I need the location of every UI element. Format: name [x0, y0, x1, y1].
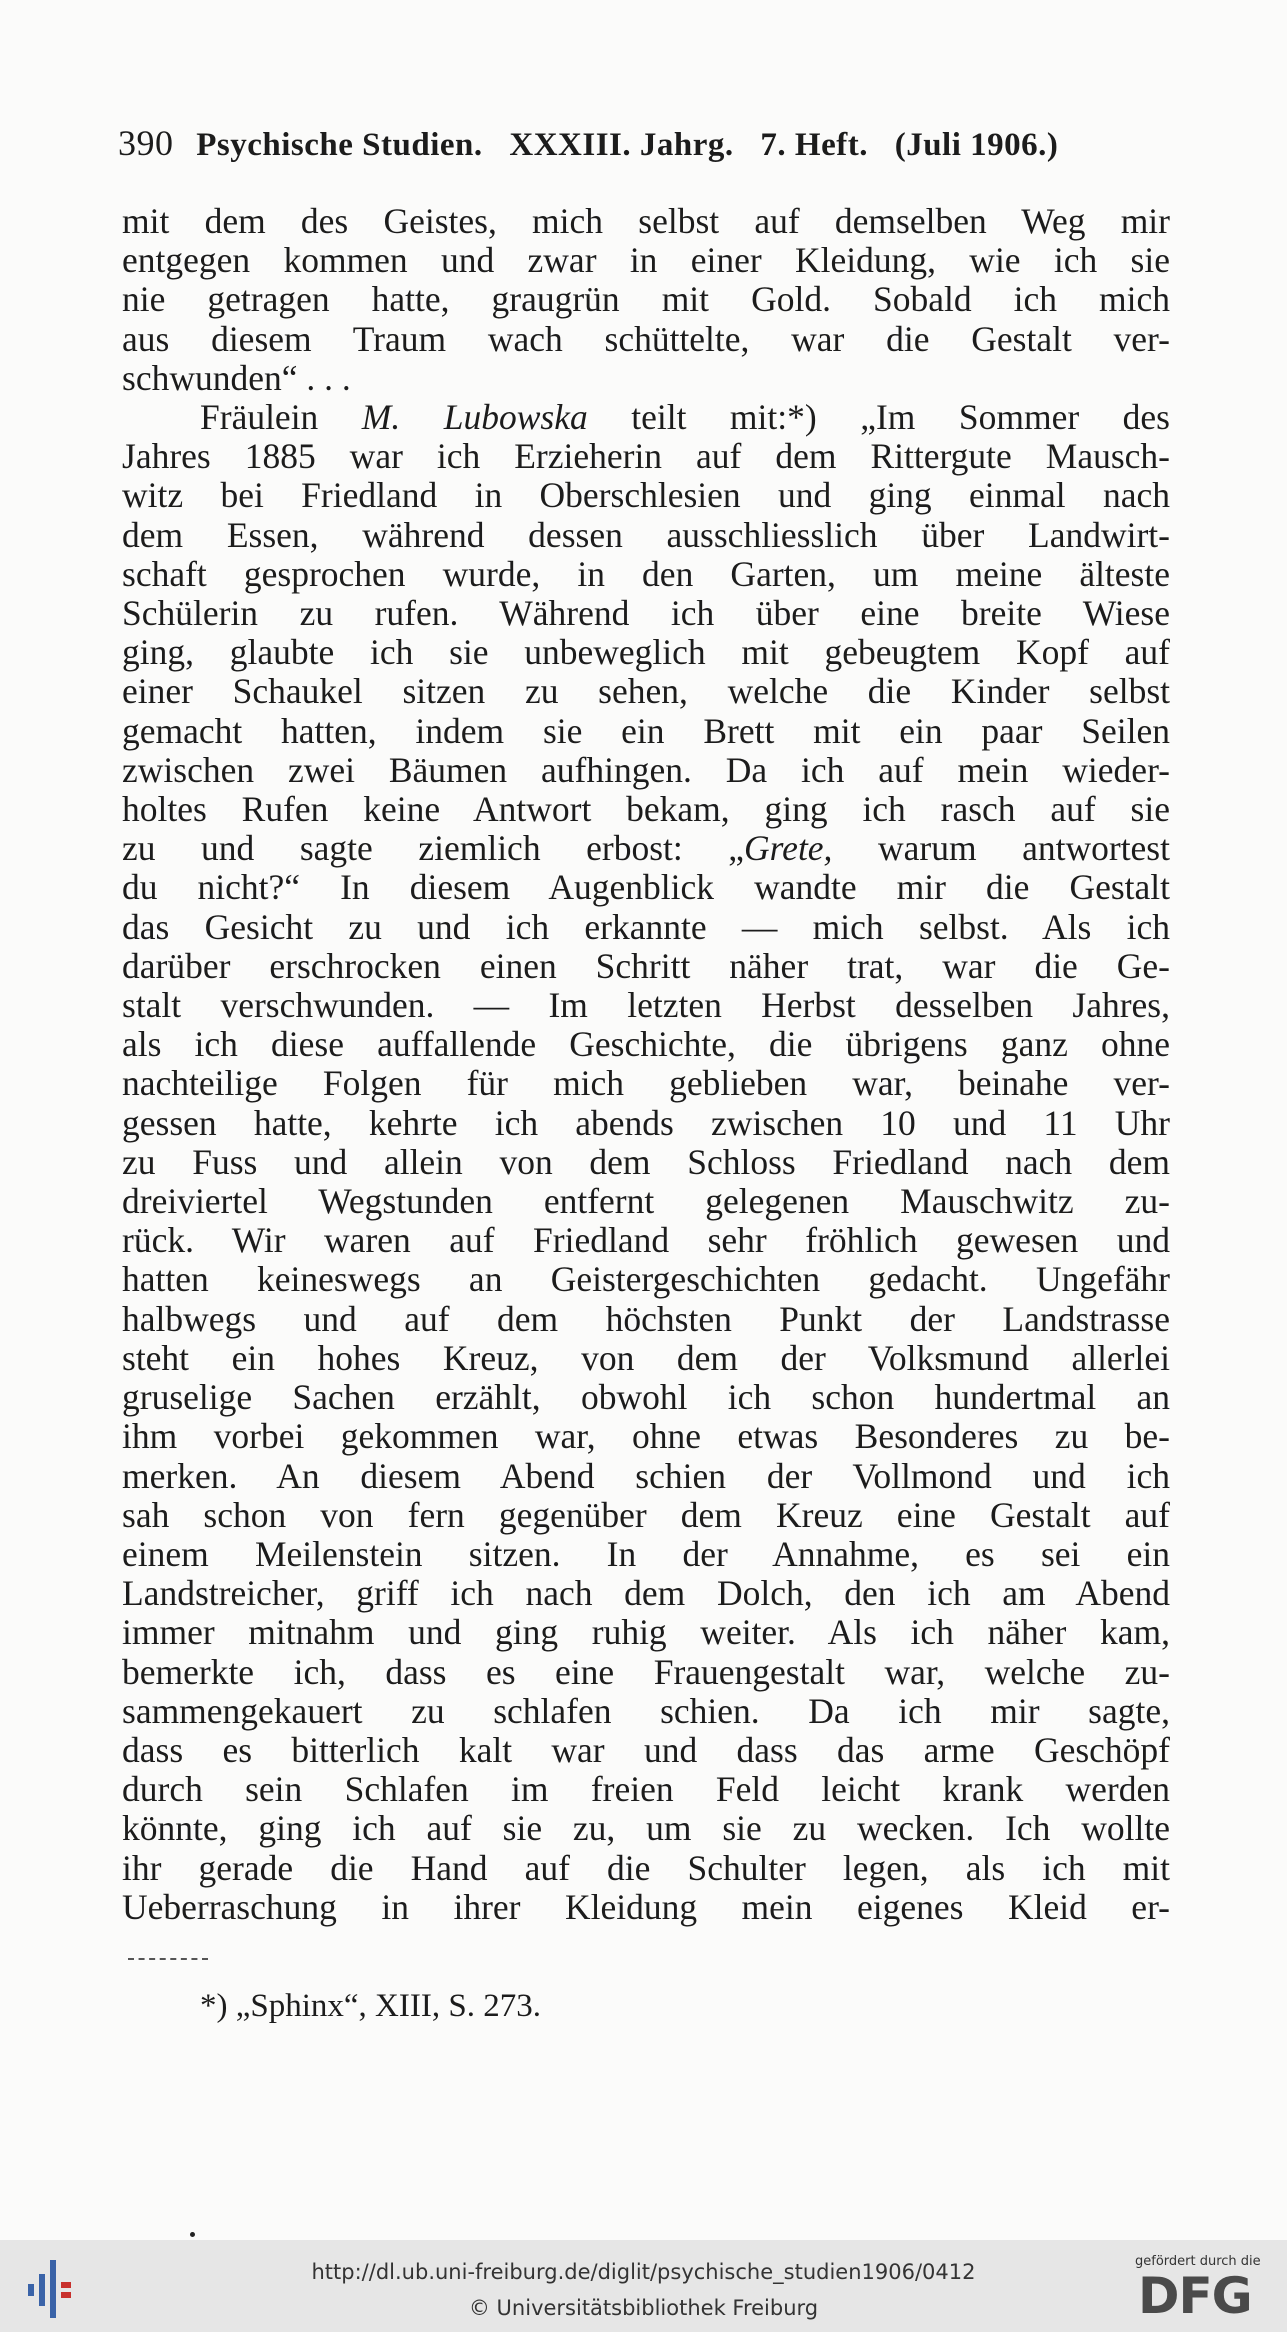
text-line: bemerkte ich, dass es eine Frauengestalt war, welche zu-: [122, 1651, 1170, 1692]
text-line: gessen hatte, kehrte ich abends zwischen 10 und 11 Uhr: [122, 1102, 1170, 1143]
text-line: schwunden“ . . .: [122, 357, 351, 398]
text-line: einer Schaukel sitzen zu sehen, welche die Kinder selbst: [122, 671, 1170, 712]
text-line: als ich diese auffallende Geschichte, die übrigens ganz ohne: [122, 1024, 1170, 1065]
dfg-logo: DFG: [1138, 2267, 1252, 2325]
scan-speck: [190, 2232, 195, 2237]
text-line: Fräulein M. Lubowska teilt mit:*) „Im Sommer des: [200, 397, 1170, 438]
permalink-url[interactable]: http://dl.ub.uni-freiburg.de/diglit/psychische_studien1906/0412: [311, 2260, 976, 2284]
dfg-caption: gefördert durch die: [1135, 2254, 1261, 2269]
text-line: zwischen zwei Bäumen aufhingen. Da ich auf mein wieder-: [122, 749, 1170, 790]
text-line: nie getragen hatte, graugrün mit Gold. Sobald ich mich: [122, 279, 1170, 320]
text-line: du nicht?“ In diesem Augenblick wandte mir die Gestalt: [122, 867, 1170, 908]
journal-title: Psychische Studien.: [196, 127, 483, 163]
text-line: Jahres 1885 war ich Erzieherin auf dem Rittergute Mausch-: [122, 436, 1170, 477]
text-line: schaft gesprochen wurde, in den Garten, um meine älteste: [122, 553, 1170, 594]
text-line: nachteilige Folgen für mich geblieben war, beinahe ver-: [122, 1063, 1170, 1104]
text-line: Schülerin zu rufen. Während ich über eine breite Wiese: [122, 593, 1170, 634]
text-line: hatten keineswegs an Geistergeschichten gedacht. Ungefähr: [122, 1259, 1170, 1300]
text-line: merken. An diesem Abend schien der Vollmond und ich: [122, 1455, 1170, 1496]
body-text: [122, 202, 1170, 1927]
text-line: ihr gerade die Hand auf die Schulter legen, als ich mit: [122, 1847, 1170, 1888]
text-line: ihm vorbei gekommen war, ohne etwas Besonderes zu be-: [122, 1416, 1170, 1457]
text-line: gruselige Sachen erzählt, obwohl ich schon hundertmal an: [122, 1377, 1170, 1418]
text-line: witz bei Friedland in Oberschlesien und ging einmal nach: [122, 475, 1170, 516]
text-line: mit dem des Geistes, mich selbst auf demselben Weg mir: [122, 201, 1170, 241]
text-line: halbwegs und auf dem höchsten Punkt der Landstrasse: [122, 1298, 1170, 1339]
text-line: einem Meilenstein sitzen. In der Annahme, es sei ein: [122, 1533, 1170, 1574]
text-line: Landstreicher, griff ich nach dem Dolch, den ich am Abend: [122, 1573, 1170, 1614]
text-line: stalt verschwunden. — Im letzten Herbst desselben Jahres,: [122, 985, 1170, 1026]
text-line: rück. Wir waren auf Friedland sehr fröhlich gewesen und: [122, 1220, 1170, 1261]
viewer-footer: [0, 2240, 1287, 2332]
issue: 7. Heft.: [760, 127, 868, 163]
volume: XXXIII. Jahrg.: [509, 127, 734, 163]
text-line: sammengekauert zu schlafen schien. Da ich mir sagte,: [122, 1690, 1170, 1731]
text-line: zu Fuss und allein von dem Schloss Friedland nach dem: [122, 1141, 1170, 1182]
copyright-notice: © Universitätsbibliothek Freiburg: [468, 2296, 819, 2320]
text-line: durch sein Schlafen im freien Feld leicht krank werden: [122, 1769, 1170, 1810]
text-line: steht ein hohes Kreuz, von dem der Volksmund allerlei: [122, 1337, 1170, 1378]
text-line: könnte, ging ich auf sie zu, um sie zu wecken. Ich wollte: [122, 1808, 1170, 1849]
footnote: *) „Sphinx“, XIII, S. 273.: [200, 1988, 541, 2024]
text-line: holtes Rufen keine Antwort bekam, ging ich rasch auf sie: [122, 789, 1170, 830]
page-number: 390: [118, 123, 174, 163]
issue-date: (Juli 1906.): [894, 127, 1059, 163]
text-line: ging, glaubte ich sie unbeweglich mit gebeugtem Kopf auf: [122, 632, 1170, 673]
text-line: dass es bitterlich kalt war und dass das arme Geschöpf: [122, 1729, 1170, 1770]
text-line: entgegen kommen und zwar in einer Kleidung, wie ich sie: [122, 240, 1170, 281]
text-line: immer mitnahm und ging ruhig weiter. Als ich näher kam,: [122, 1612, 1170, 1653]
text-line: aus diesem Traum wach schüttelte, war die Gestalt ver-: [122, 318, 1170, 359]
text-line: Ueberraschung in ihrer Kleidung mein eigenes Kleid er-: [122, 1886, 1170, 1927]
footnote-rule: [128, 1958, 208, 1960]
text-line: zu und sagte ziemlich erbost: „Grete, warum antwortest: [122, 828, 1170, 869]
text-line: darüber erschrocken einen Schritt näher trat, war die Ge-: [122, 945, 1170, 986]
text-line: dem Essen, während dessen ausschliesslich über Landwirt-: [122, 514, 1170, 555]
text-line: sah schon von fern gegenüber dem Kreuz eine Gestalt auf: [122, 1494, 1170, 1535]
text-line: gemacht hatten, indem sie ein Brett mit ein paar Seilen: [122, 710, 1170, 751]
text-line: das Gesicht zu und ich erkannte — mich selbst. Als ich: [122, 906, 1170, 947]
running-head: [118, 122, 1168, 164]
text-line: dreiviertel Wegstunden entfernt gelegenen Mauschwitz zu-: [122, 1181, 1170, 1222]
